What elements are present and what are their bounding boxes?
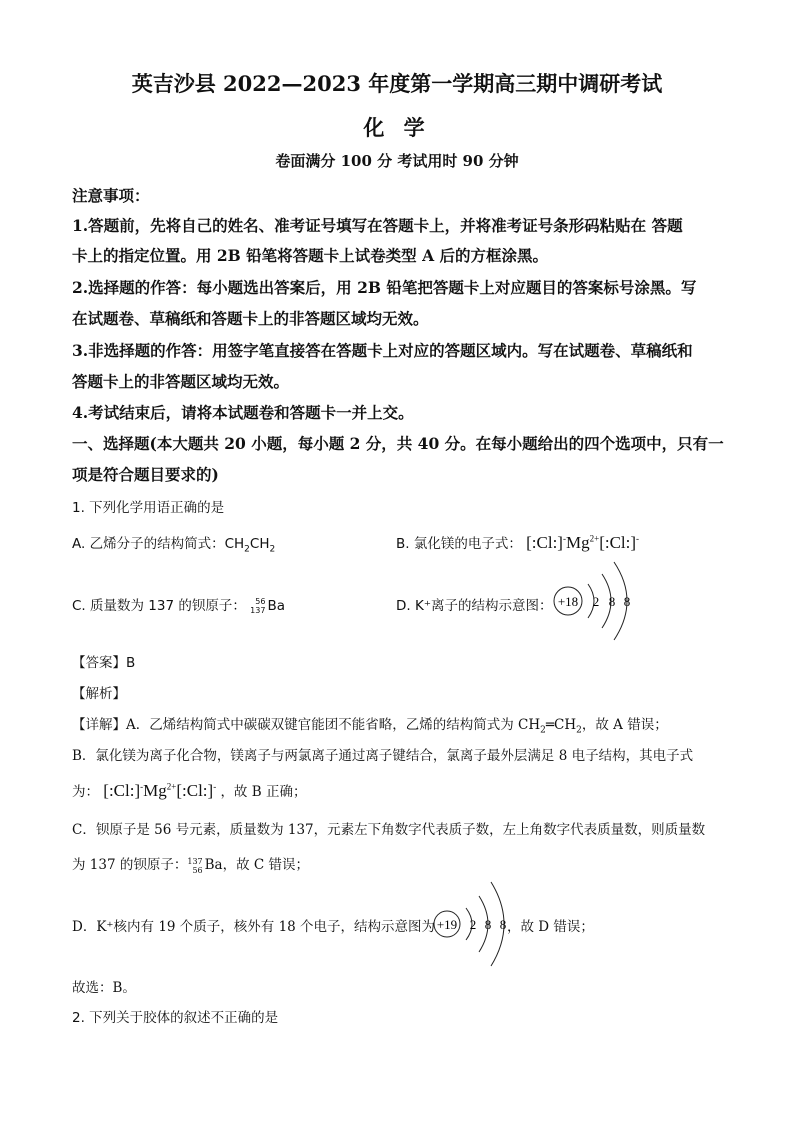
shell-electrons-3: 8 (499, 917, 507, 932)
detail-a: 【详解】A．乙烯结构简式中碳碳双键官能团不能省略，乙烯的结构简式为 $CH_2═CH_2$，故 A 错误； (72, 717, 668, 736)
detail-d-pre: D．K⁺核内有 19 个质子，核外有 18 个电子，结构示意图为 (72, 919, 436, 935)
section-heading-line-2: 项是符合题目要求的) (72, 465, 219, 484)
analysis-label: 【解析】 (72, 686, 126, 702)
note-3-line-1: 3.非选择题的作答：用签字笔直接答在答题卡上对应的答题区域内。写在试题卷、草稿纸和 (72, 341, 693, 360)
note-1-line-2: 卡上的指定位置。用 2B 铅笔将答题卡上试卷类型 A 后的方框涂黑。 (72, 246, 548, 265)
shell-electrons-2: 8 (484, 917, 492, 932)
mgcl2-electron-formula-detail: $[:Cl:]^-Mg^{2+}[:Cl:]^-$ (103, 781, 217, 800)
detail-d-post: ，故 D 错误； (507, 919, 594, 935)
question-1-stem: 1. 下列化学用语正确的是 (72, 500, 225, 516)
question-2-stem: 2. 下列关于胶体的叙述不正确的是 (72, 1010, 279, 1026)
shell-electrons-1: 2 (592, 594, 600, 609)
note-1-line-1: 1.答题前，先将自己的姓名、准考证号填写在答题卡上，并将准考证号条形码粘贴在 答题 (72, 216, 683, 235)
exam-info: 卷面满分 100 分 考试用时 90 分钟 (275, 152, 519, 170)
mgcl2-electron-formula: $[:Cl:]^-Mg^{2+}[:Cl:]^-$ (526, 533, 640, 552)
answer-label: 【答案】B (72, 655, 136, 671)
option-a: A. 乙烯分子的结构简式：$CH_2CH_2$ (72, 536, 276, 555)
option-b: B. 氯化镁的电子式： $[:Cl:]^-Mg^{2+}[:Cl:]^-$ (396, 533, 640, 552)
nucleus-charge: +19 (436, 917, 458, 932)
exam-title: 英吉沙县 2022—2023 年度第一学期高三期中调研考试 (131, 71, 663, 96)
detail-c-line-2: 为 137 的钡原子：137 56 Ba，故 C 错误； (72, 856, 310, 875)
note-2-line-1: 2.选择题的作答：每小题选出答案后，用 2B 铅笔把答题卡上对应题目的答案标号涂黑。写 (72, 278, 697, 297)
conclusion: 故选：B。 (72, 980, 136, 996)
shell-electrons-3: 8 (623, 594, 631, 609)
k-ion-structure-diagram (552, 556, 642, 646)
detail-b-line-1: B．氯化镁为离子化合物，镁离子与两氯离子通过离子键结合，氯离子最外层满足 8 电子结构，其电子式 (72, 748, 694, 764)
option-d: D. K⁺离子的结构示意图： (396, 598, 553, 614)
option-c: C. 质量数为 137 的钡原子： 56 137 Ba (72, 597, 285, 615)
note-2-line-2: 在试题卷、草稿纸和答题卡上的非答题区域均无效。 (72, 309, 429, 328)
nucleus-charge: +18 (557, 594, 579, 609)
section-heading-line-1: 一、选择题(本大题共 20 小题，每小题 2 分，共 40 分。在每小题给出的四个选项中，只有一 (72, 434, 724, 453)
shell-electrons-2: 8 (608, 594, 616, 609)
detail-c-line-1: C．钡原子是 56 号元素，质量数为 137，元素左下角数字代表质子数，左上角数字代表质量数，则质量数 (72, 822, 706, 838)
notes-heading: 注意事项： (72, 186, 150, 205)
subject-title: 化 学 (363, 115, 431, 140)
note-4: 4.考试结束后，请将本试题卷和答题卡一并上交。 (72, 403, 414, 422)
detail-b-line-2: 为： $[:Cl:]^-Mg^{2+}[:Cl:]^-$ ，故 B 正确； (72, 781, 307, 800)
note-3-line-2: 答题卡上的非答题区域均无效。 (72, 372, 290, 391)
shell-electrons-1: 2 (469, 917, 477, 932)
